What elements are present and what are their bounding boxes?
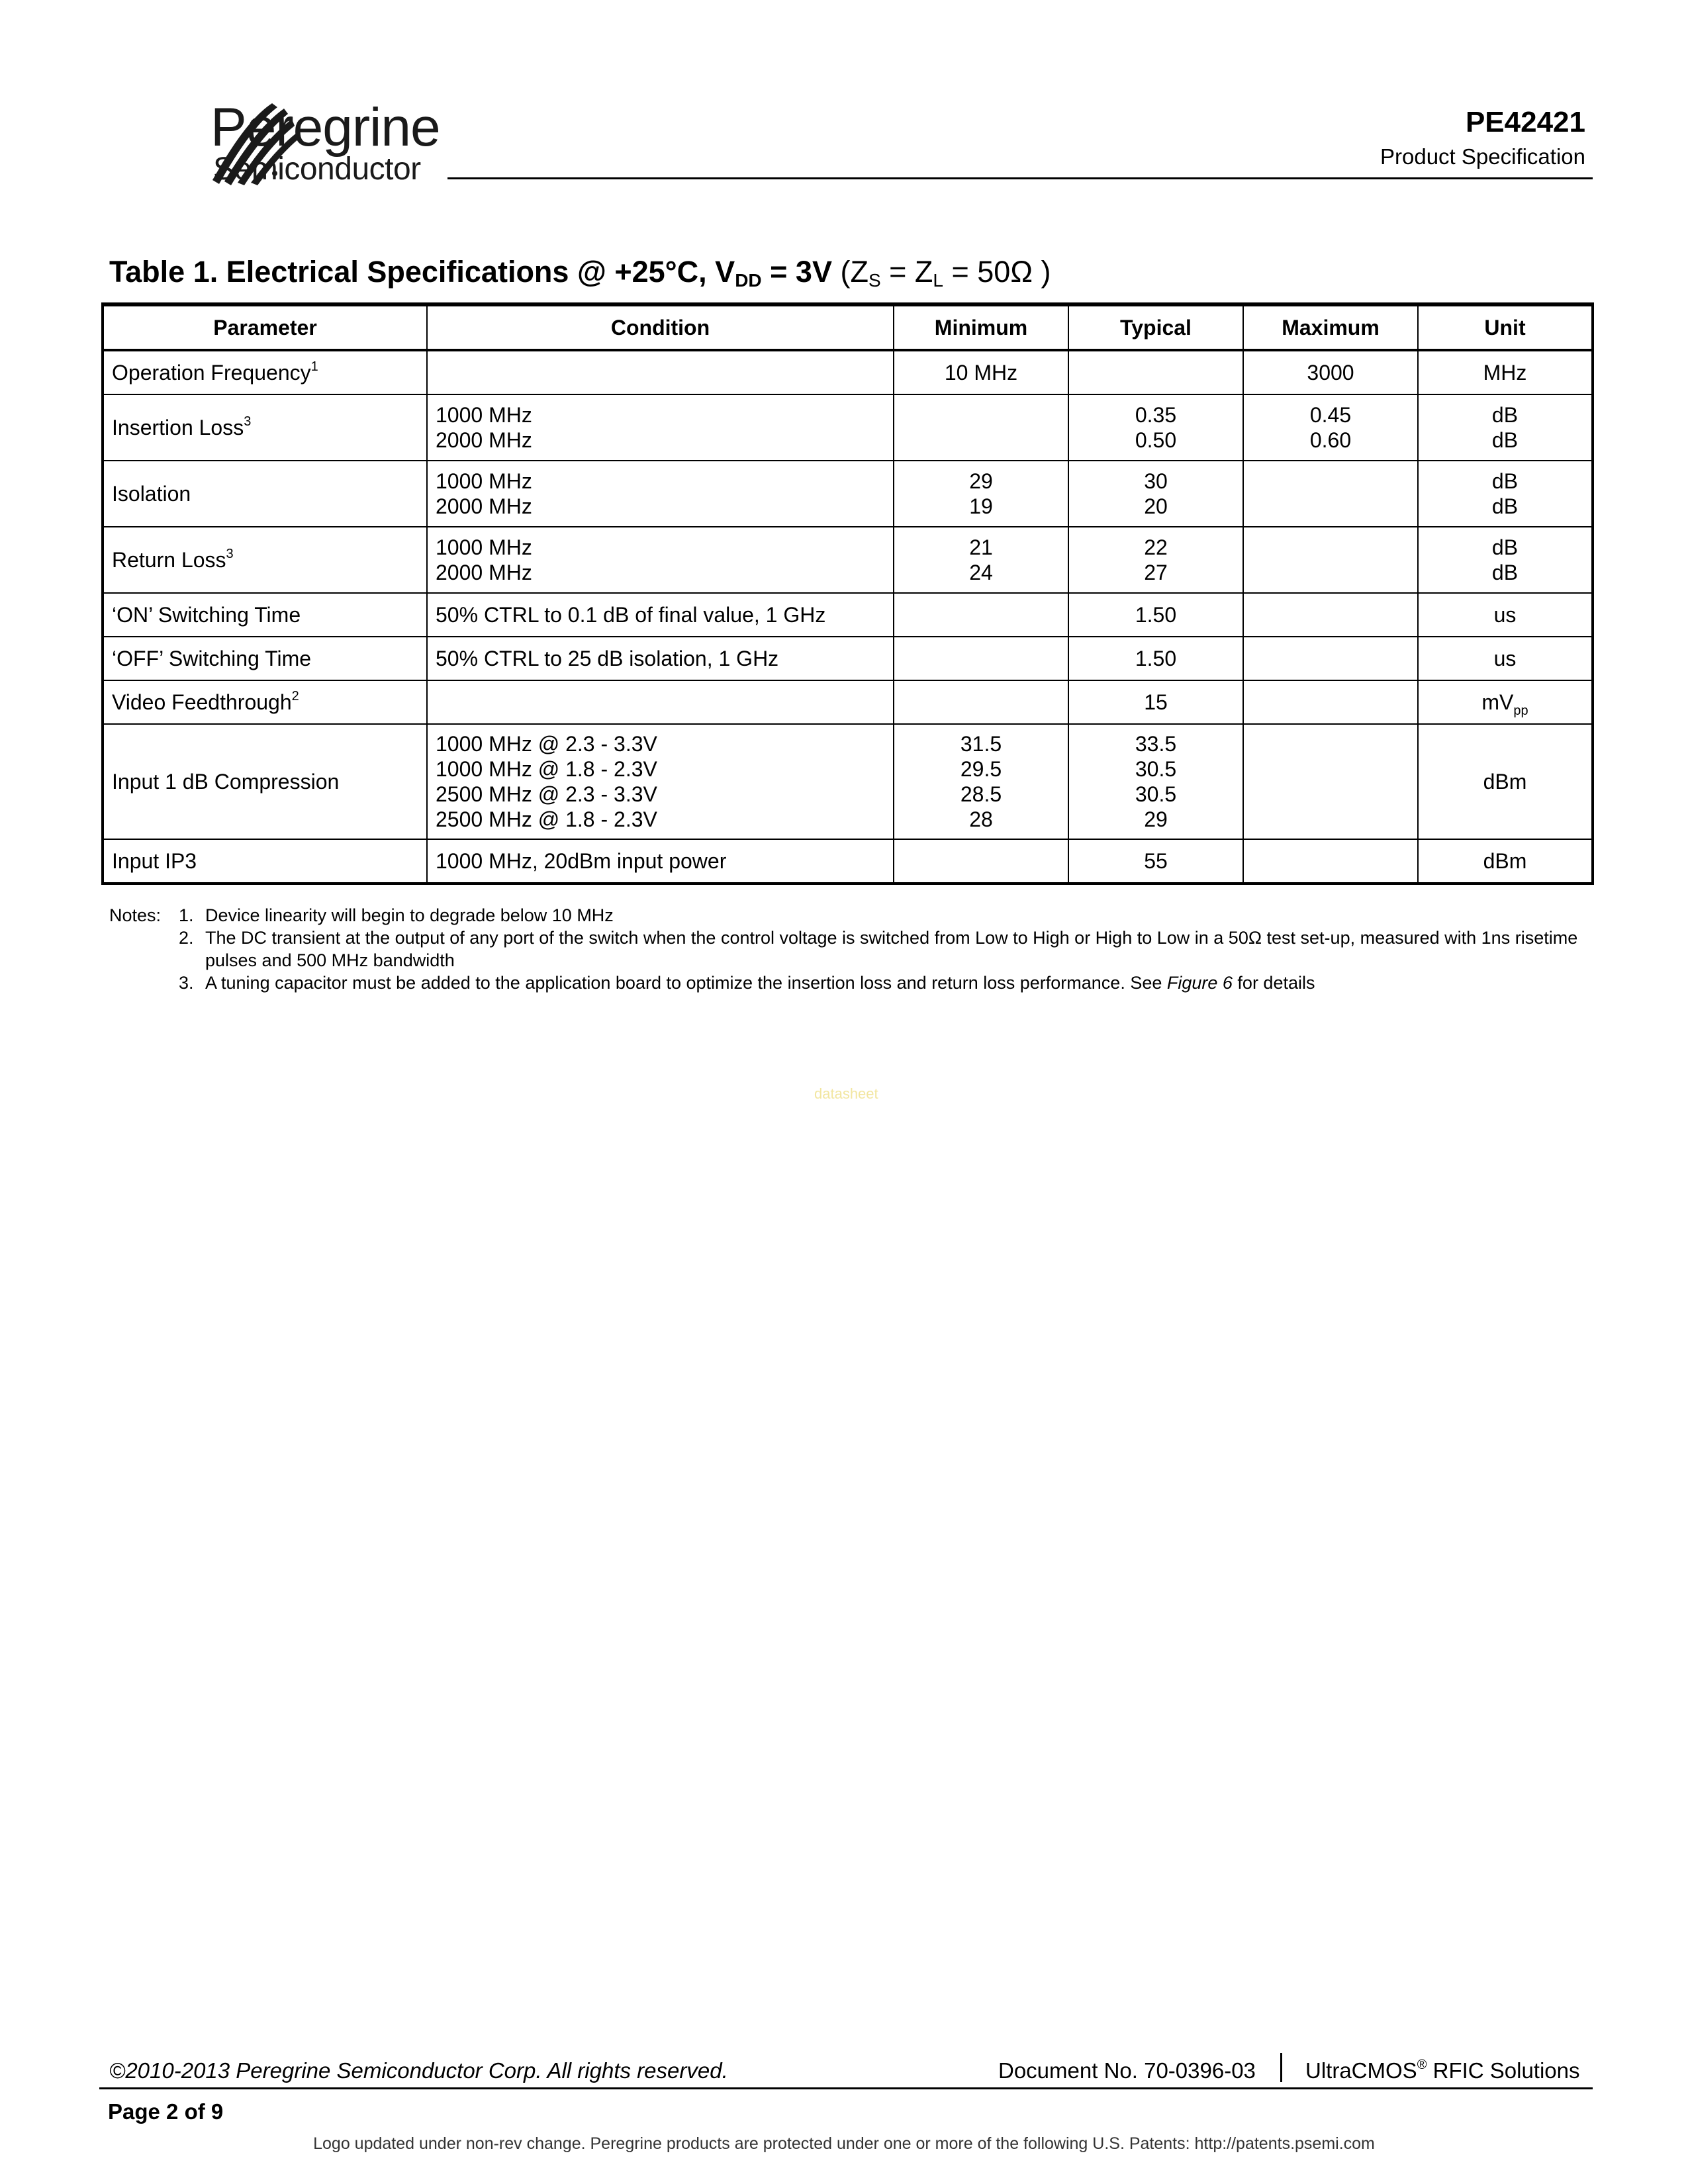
cell-condition: 1000 MHz 2000 MHz xyxy=(427,461,894,527)
cell-unit: $mV_{pp}$ xyxy=(1418,680,1593,724)
cell-minimum xyxy=(894,637,1068,680)
cell-typical: 15 xyxy=(1068,680,1243,724)
cell-unit: dB dB xyxy=(1418,461,1593,527)
cell-minimum xyxy=(894,680,1068,724)
table-row-on-switching-time xyxy=(103,593,1593,637)
cell-typical: 1.50 xyxy=(1068,593,1243,637)
column-header-typical: Typical xyxy=(1068,304,1243,350)
cell-minimum: 10 MHz xyxy=(894,350,1068,394)
part-number: PE42421 xyxy=(1465,106,1585,138)
cell-condition: 1000 MHz, 20dBm input power xyxy=(427,839,894,884)
cell-minimum xyxy=(894,839,1068,884)
cell-typical: 22 27 xyxy=(1068,527,1243,593)
cell-typical xyxy=(1068,350,1243,394)
cell-parameter: Isolation xyxy=(103,461,427,527)
figure-reference: Figure 6 xyxy=(1166,973,1233,993)
product-line: UltraCMOS® RFIC Solutions xyxy=(1305,2058,1580,2083)
table-header-row xyxy=(103,304,1593,350)
column-header-condition: Condition xyxy=(427,304,894,350)
cell-condition xyxy=(427,680,894,724)
footer-separator xyxy=(1280,2053,1282,2082)
table-notes xyxy=(109,904,1599,994)
cell-maximum: 0.45 0.60 xyxy=(1243,394,1418,461)
copyright-notice: ©2010-2013 Peregrine Semiconductor Corp. All rights reserved. xyxy=(109,2058,728,2083)
cell-parameter: Input 1 dB Compression xyxy=(103,724,427,839)
cell-condition: 1000 MHz 2000 MHz xyxy=(427,527,894,593)
cell-parameter: Operation Frequency$^1$ xyxy=(103,350,427,394)
cell-unit: dBm xyxy=(1418,724,1593,839)
cell-parameter: Video Feedthrough$^2$ xyxy=(103,680,427,724)
cell-typical: 33.5 30.5 30.5 29 xyxy=(1068,724,1243,839)
cell-condition: 1000 MHz 2000 MHz xyxy=(427,394,894,461)
cell-typical: 1.50 xyxy=(1068,637,1243,680)
cell-minimum xyxy=(894,593,1068,637)
cell-unit: dB dB xyxy=(1418,394,1593,461)
cell-maximum xyxy=(1243,593,1418,637)
cell-parameter: Return Loss$^3$ xyxy=(103,527,427,593)
logo-wordmark-semiconductor: Semiconductor xyxy=(213,152,421,187)
cell-parameter: Insertion Loss$^3$ xyxy=(103,394,427,461)
cell-typical: 30 20 xyxy=(1068,461,1243,527)
cell-minimum: 29 19 xyxy=(894,461,1068,527)
cell-minimum xyxy=(894,394,1068,461)
column-header-minimum: Minimum xyxy=(894,304,1068,350)
table-row-input-ip3 xyxy=(103,839,1593,884)
table-row-operation-frequency xyxy=(103,350,1593,394)
cell-maximum xyxy=(1243,839,1418,884)
cell-maximum: 3000 xyxy=(1243,350,1418,394)
cell-unit: dBm xyxy=(1418,839,1593,884)
cell-unit: MHz xyxy=(1418,350,1593,394)
cell-minimum: 31.5 29.5 28.5 28 xyxy=(894,724,1068,839)
document-type: Product Specification xyxy=(1380,144,1585,169)
cell-parameter: ‘OFF’ Switching Time xyxy=(103,637,427,680)
cell-condition: 50% CTRL to 0.1 dB of final value, 1 GHz xyxy=(427,593,894,637)
table-row-return-loss xyxy=(103,527,1593,593)
table-row-video-feedthrough xyxy=(103,680,1593,724)
cell-typical: 55 xyxy=(1068,839,1243,884)
table-row-off-switching-time xyxy=(103,637,1593,680)
column-header-maximum: Maximum xyxy=(1243,304,1418,350)
table-title: Table 1. Electrical Specifications @ +25°C, $V_{DD} = 3V$ ($Z_S = Z_L = 50\Omega$ ) xyxy=(109,255,1051,291)
cell-minimum: 21 24 xyxy=(894,527,1068,593)
cell-condition: 1000 MHz @ 2.3 - 3.3V 1000 MHz @ 1.8 - 2.3V 2500 MHz @ 2.3 - 3.3V 2500 MHz @ 1.8 - 2.3V xyxy=(427,724,894,839)
column-header-unit: Unit xyxy=(1418,304,1593,350)
note-2: 2. The DC transient at the output of any port of the switch when the control voltage is switched from Low to High or High to Low in a 50Ω test set-up, measured with 1ns risetime pulses and 500 MHz bandwidth xyxy=(179,928,1578,970)
document-number: Document No. 70-0396-03 xyxy=(998,2058,1256,2083)
cell-maximum xyxy=(1243,680,1418,724)
notes-label: Notes: xyxy=(109,905,162,925)
patent-notice: Logo updated under non-rev change. Peregrine products are protected under one or more of the following U.S. Patents: http://patents.psemi.com xyxy=(313,2134,1375,2153)
cell-typical: 0.35 0.50 xyxy=(1068,394,1243,461)
cell-maximum xyxy=(1243,637,1418,680)
logo-wordmark-peregrine: Peregrine xyxy=(211,97,440,158)
electrical-specifications-table xyxy=(101,302,1594,885)
cell-unit: us xyxy=(1418,637,1593,680)
cell-unit: dB dB xyxy=(1418,527,1593,593)
cell-parameter: Input IP3 xyxy=(103,839,427,884)
page-number: Page 2 of 9 xyxy=(108,2099,224,2124)
watermark: datasheet xyxy=(814,1085,878,1102)
cell-condition: 50% CTRL to 25 dB isolation, 1 GHz xyxy=(427,637,894,680)
cell-parameter: ‘ON’ Switching Time xyxy=(103,593,427,637)
header-divider xyxy=(447,177,1593,179)
cell-maximum xyxy=(1243,461,1418,527)
cell-maximum xyxy=(1243,527,1418,593)
table-row-input-1db-compression xyxy=(103,724,1593,839)
cell-unit: us xyxy=(1418,593,1593,637)
table-row-insertion-loss xyxy=(103,394,1593,461)
note-3: 3. A tuning capacitor must be added to the application board to optimize the insertion loss and return loss performance. See Figure 6 for details xyxy=(179,973,1315,993)
note-1: 1. Device linearity will begin to degrade below 10 MHz xyxy=(179,905,614,925)
column-header-parameter: Parameter xyxy=(103,304,427,350)
cell-maximum xyxy=(1243,724,1418,839)
footer-divider xyxy=(99,2087,1593,2089)
table-row-isolation xyxy=(103,461,1593,527)
cell-condition xyxy=(427,350,894,394)
